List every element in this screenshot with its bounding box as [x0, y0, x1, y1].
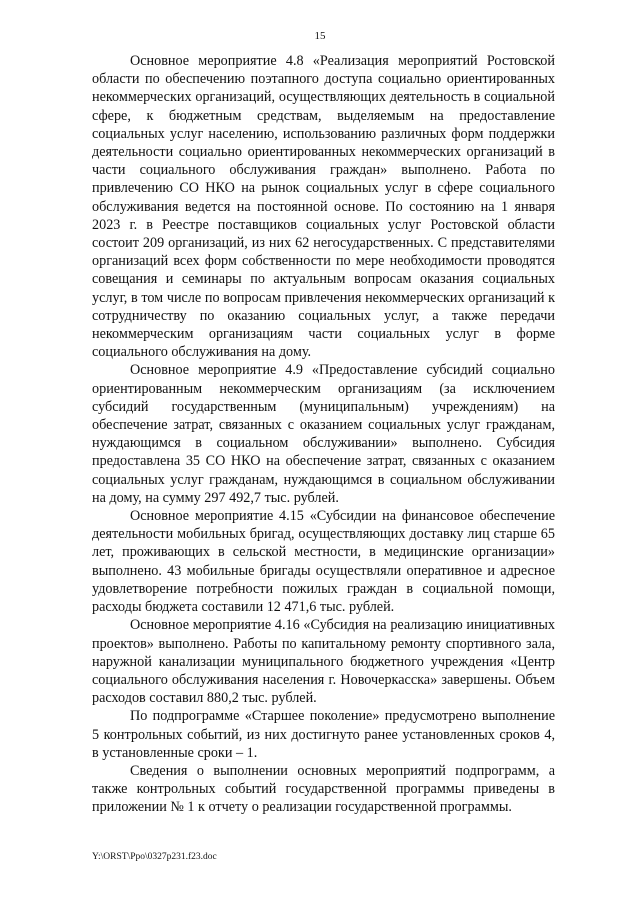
paragraph-event-4-15: Основное мероприятие 4.15 «Субсидии на финансовое обеспечение деятельности мобильных бригад, осуществляющих доставку лиц старше 65 лет, проживающих в сельской местности, в медицинские организации» выполнено. 43 мобильные бригады осуществляли оперативное и адресное удовлетворение потребности пожилых граждан в социальной помощи, расходы бюджета составили 12 471,6 тыс. рублей. — [92, 508, 555, 616]
paragraph-appendix-reference: Сведения о выполнении основных мероприятий подпрограмм, а также контрольных событий государственной программы приведены в приложении № 1 к отчету о реализации государственной программы. — [92, 762, 555, 816]
page-number: 15 — [314, 30, 326, 42]
paragraph-event-4-9: Основное мероприятие 4.9 «Предоставление субсидий социально ориентированным некоммерческим организациям (за исключением субсидий государственным (муниципальным) учреждениям) на обеспечение затрат, связанных с оказанием социальных услуг гражданам, нуждающимся в социальном обслуживании» выполнено. Субсидия предоставлена 35 СО НКО на обеспечение затрат, связанных с оказанием социальных услуг гражданам, нуждающимся в социальном обслуживании на дому, на сумму 297 492,7 тыс. рублей. — [92, 362, 555, 506]
paragraph-subprogram-senior-generation: По подпрограмме «Старшее поколение» предусмотрено выполнение 5 контрольных событий, из них достигнуто ранее установленных сроков 4, в установленные сроки – 1. — [92, 708, 555, 761]
paragraph-event-4-16: Основное мероприятие 4.16 «Субсидия на реализацию инициативных проектов» выполнено. Работы по капитальному ремонту спортивного зала, наружной канализации муниципального бюджетного учреждения «Центр социального обслуживания населения г. Новочеркасска» завершены. Объем расходов составил 880,2 тыс. рублей. — [92, 617, 555, 707]
paragraph-event-4-8: Основное мероприятие 4.8 «Реализация мероприятий Ростовской области по обеспечению поэтапного доступа социально ориентированных некоммерческих организаций, осуществляющих деятельность в социальной сфере, к бюджетным средствам, выделяемым на предоставление социальных услуг населению, использованию различных форм поддержки деятельности социально ориентированных некоммерческих организаций в части социального обслуживания граждан» выполнено. Работа по привлечению СО НКО на рынок социальных услуг в сфере социального обслуживания ведется на постоянной основе. По состоянию на 1 января 2023 г. в Реестре поставщиков социальных услуг Ростовской области состоит 209 организаций, из них 62 негосударственных. С представителями организаций всех форм собственности по мере необходимости проводятся совещания и семинары по актуальным вопросам оказания социальных услуг, в том числе по вопросам привлечения некоммерческих организаций к сотрудничеству по оказанию социальных услуг, а также передачи некоммерческим организациям части социальных услуг в форме социального обслуживания на дому. — [92, 53, 555, 361]
footer-file-path: Y:\ORST\Ppo\0327p231.f23.doc — [92, 852, 217, 862]
document-body — [92, 52, 555, 817]
